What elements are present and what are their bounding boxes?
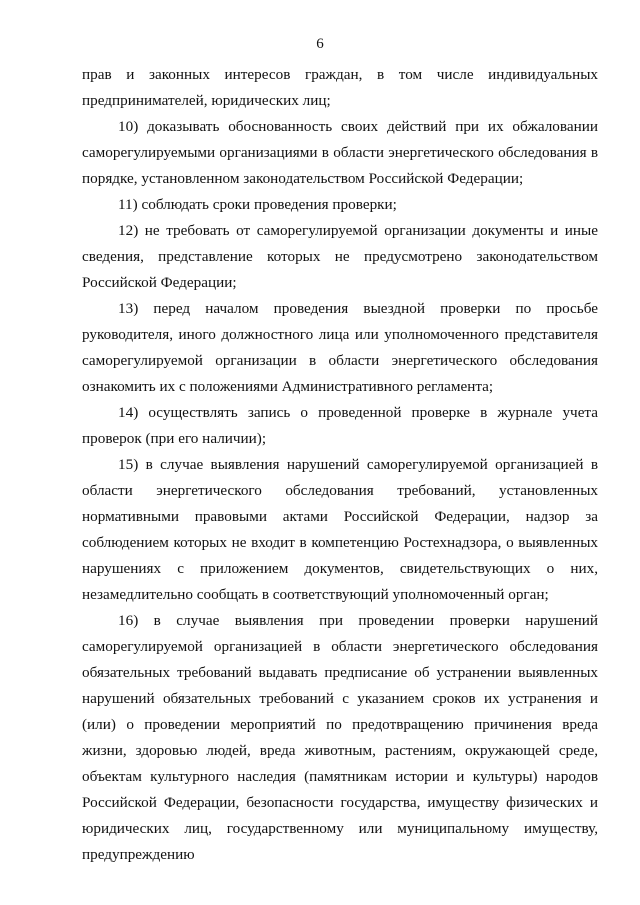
paragraph-item-13: 13) перед началом проведения выездной проверки по просьбе руководителя, иного должностного лица или уполномоченного представителя саморегулируемой организации в области энергетического обследования ознакомить их с положениями Административного регламента; <box>82 300 598 395</box>
paragraph-item-16: 16) в случае выявления при проведении проверки нарушений саморегулируемой организацией в области энергетического обследования обязательных требований выдавать предписание об устранении выявленных нарушений обязательных требований с указанием сроков их устранения и (или) о проведении мероприятий по предотвращению причинения вреда жизни, здоровью людей, вреда животным, растениям, окружающей среде, объектам культурного наследия (памятникам истории и культуры) народов Российской Федерации, безопасности государства, имуществу физических и юридических лиц, государственному или муниципальному имуществу, предупреждению <box>82 612 598 863</box>
paragraph-item-11: 11) соблюдать сроки проведения проверки; <box>118 196 397 213</box>
paragraph-continuation: прав и законных интересов граждан, в том числе индивидуальных предпринимателей, юридических лиц; <box>82 66 598 109</box>
paragraph-item-15: 15) в случае выявления нарушений саморегулируемой организацией в области энергетического обследования требований, установленных нормативными правовыми актами Российской Федерации, надзор за соблюдением которых не входит в компетенцию Ростехнадзора, о выявленных нарушениях с приложением документов, свидетельствующих о них, незамедлительно сообщать в соответствующий уполномоченный орган; <box>82 456 598 603</box>
paragraph-item-10: 10) доказывать обоснованность своих действий при их обжаловании саморегулируемыми организациями в области энергетического обследования в порядке, установленном законодательством Российской Федерации; <box>82 118 598 187</box>
page-number: 6 <box>316 36 324 52</box>
paragraph-item-14: 14) осуществлять запись о проведенной проверке в журнале учета проверок (при его наличии); <box>82 404 598 447</box>
document-body <box>82 62 598 868</box>
paragraph-item-12: 12) не требовать от саморегулируемой организации документы и иные сведения, представление которых не предусмотрено законодательством Российской Федерации; <box>82 222 598 291</box>
